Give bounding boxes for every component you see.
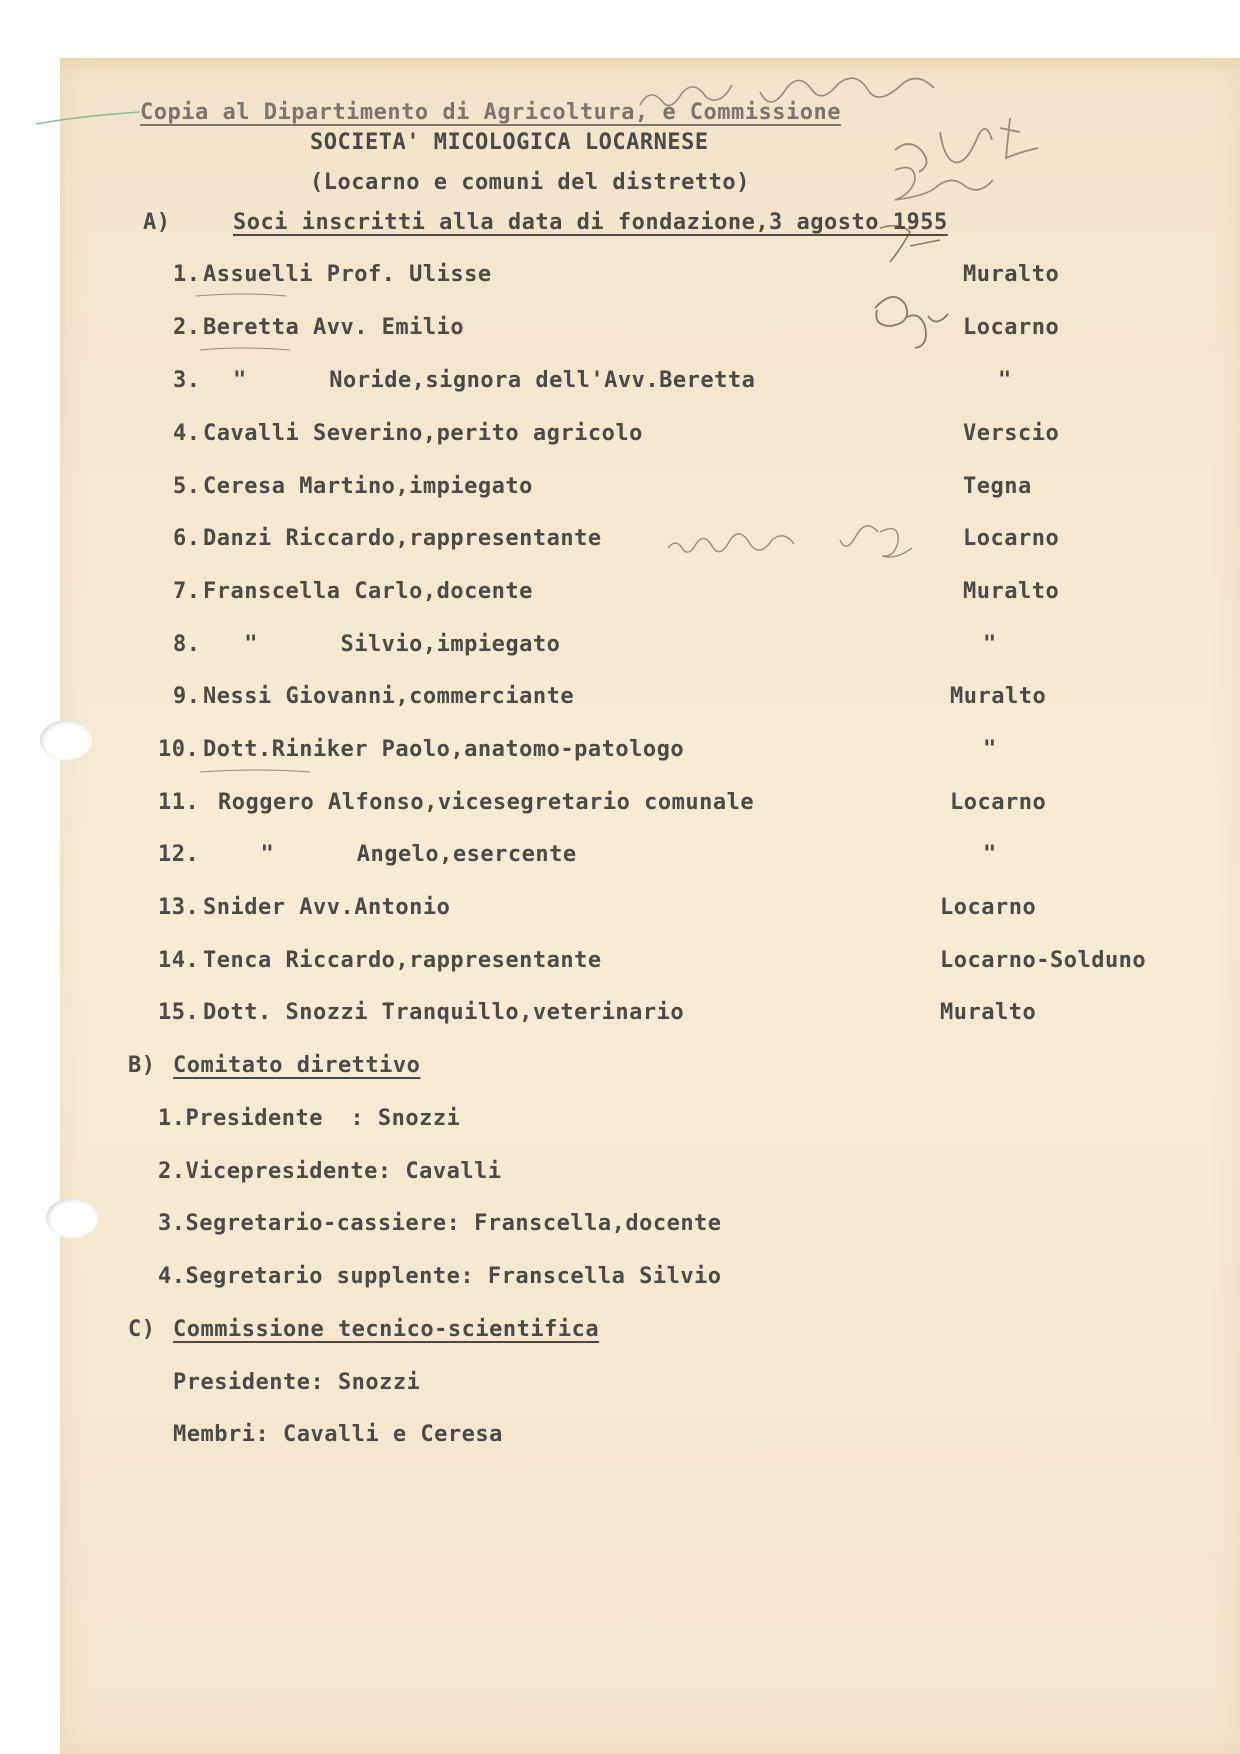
committee-item: 4.Segretario supplente: Franscella Silvio (158, 1264, 722, 1289)
member-number: 10. (158, 737, 200, 762)
section-c-letter: C) (128, 1317, 156, 1342)
member-number: 12. (158, 842, 200, 867)
society-name: SOCIETA' MICOLOGICA LOCARNESE (310, 130, 709, 155)
member-place: " (983, 737, 997, 762)
member-place: Tegna (963, 474, 1032, 499)
member-place: Locarno-Solduno (940, 948, 1147, 973)
member-number: 3. (173, 368, 201, 393)
member-number: 11. (158, 790, 200, 815)
handwritten-note-top (640, 78, 934, 105)
member-name: " Silvio,impiegato (203, 632, 561, 657)
section-b-title: Comitato direttivo (173, 1053, 421, 1078)
pencil-underline-1 (196, 294, 286, 296)
member-place: Locarno (963, 526, 1060, 551)
member-name: Assuelli Prof. Ulisse (203, 262, 492, 287)
member-place: Locarno (963, 315, 1060, 340)
member-name: Dott.Riniker Paolo,anatomo-patologo (203, 737, 685, 762)
member-name: Snider Avv.Antonio (203, 895, 451, 920)
member-number: 13. (158, 895, 200, 920)
commission-item: Membri: Cavalli e Ceresa (173, 1422, 503, 1447)
member-number: 7. (173, 579, 201, 604)
member-place: " (983, 632, 997, 657)
obscured-copy-line: Copia al Dipartimento di Agricoltura, e Commissione (140, 100, 842, 125)
member-name: Dott. Snozzi Tranquillo,veterinario (203, 1000, 685, 1025)
member-number: 9. (173, 684, 201, 709)
society-subtitle: (Locarno e comuni del distretto) (310, 170, 750, 195)
member-place: Muralto (950, 684, 1047, 709)
section-a-title: Soci inscritti alla data di fondazione,3 agosto 1955 (233, 210, 948, 235)
handwritten-note-member-6 (668, 526, 912, 557)
member-place: Locarno (950, 790, 1047, 815)
member-number: 1. (173, 262, 201, 287)
committee-item: 3.Segretario-cassiere: Franscella,docente (158, 1211, 722, 1236)
member-number: 4. (173, 421, 201, 446)
committee-item: 1.Presidente : Snozzi (158, 1106, 461, 1131)
member-name: Franscella Carlo,docente (203, 579, 533, 604)
member-place: " (998, 368, 1012, 393)
member-name: Cavalli Severino,perito agricolo (203, 421, 643, 446)
section-a-letter: A) (143, 210, 171, 235)
commission-item: Presidente: Snozzi (173, 1370, 421, 1395)
member-place: " (983, 842, 997, 867)
member-number: 5. (173, 474, 201, 499)
member-place: Muralto (963, 579, 1060, 604)
section-b-letter: B) (128, 1053, 156, 1078)
member-name: Roggero Alfonso,vicesegretario comunale (218, 790, 755, 815)
handwritten-note-second (895, 168, 993, 200)
pencil-underline-10 (200, 770, 310, 772)
member-name: Tenca Riccardo,rappresentante (203, 948, 602, 973)
member-name: Beretta Avv. Emilio (203, 315, 465, 340)
member-place: Muralto (940, 1000, 1037, 1025)
member-number: 8. (173, 632, 201, 657)
member-number: 2. (173, 315, 201, 340)
member-name: Danzi Riccardo,rappresentante (203, 526, 602, 551)
member-number: 15. (158, 1000, 200, 1025)
member-number: 14. (158, 948, 200, 973)
member-place: Locarno (940, 895, 1037, 920)
pencil-underline-2 (200, 348, 290, 350)
member-name: Ceresa Martino,impiegato (203, 474, 533, 499)
member-number: 6. (173, 526, 201, 551)
section-c-title: Commissione tecnico-scientifica (173, 1317, 600, 1342)
member-name: " Angelo,esercente (233, 842, 577, 867)
green-pencil-mark (36, 112, 140, 124)
member-place: Verscio (963, 421, 1060, 446)
handwritten-note-dept (895, 118, 1038, 172)
handwritten-initials (875, 297, 948, 348)
committee-item: 2.Vicepresidente: Cavalli (158, 1159, 502, 1184)
member-name: Nessi Giovanni,commerciante (203, 684, 575, 709)
member-name: " Noride,signora dell'Avv.Beretta (233, 368, 756, 393)
member-place: Muralto (963, 262, 1060, 287)
